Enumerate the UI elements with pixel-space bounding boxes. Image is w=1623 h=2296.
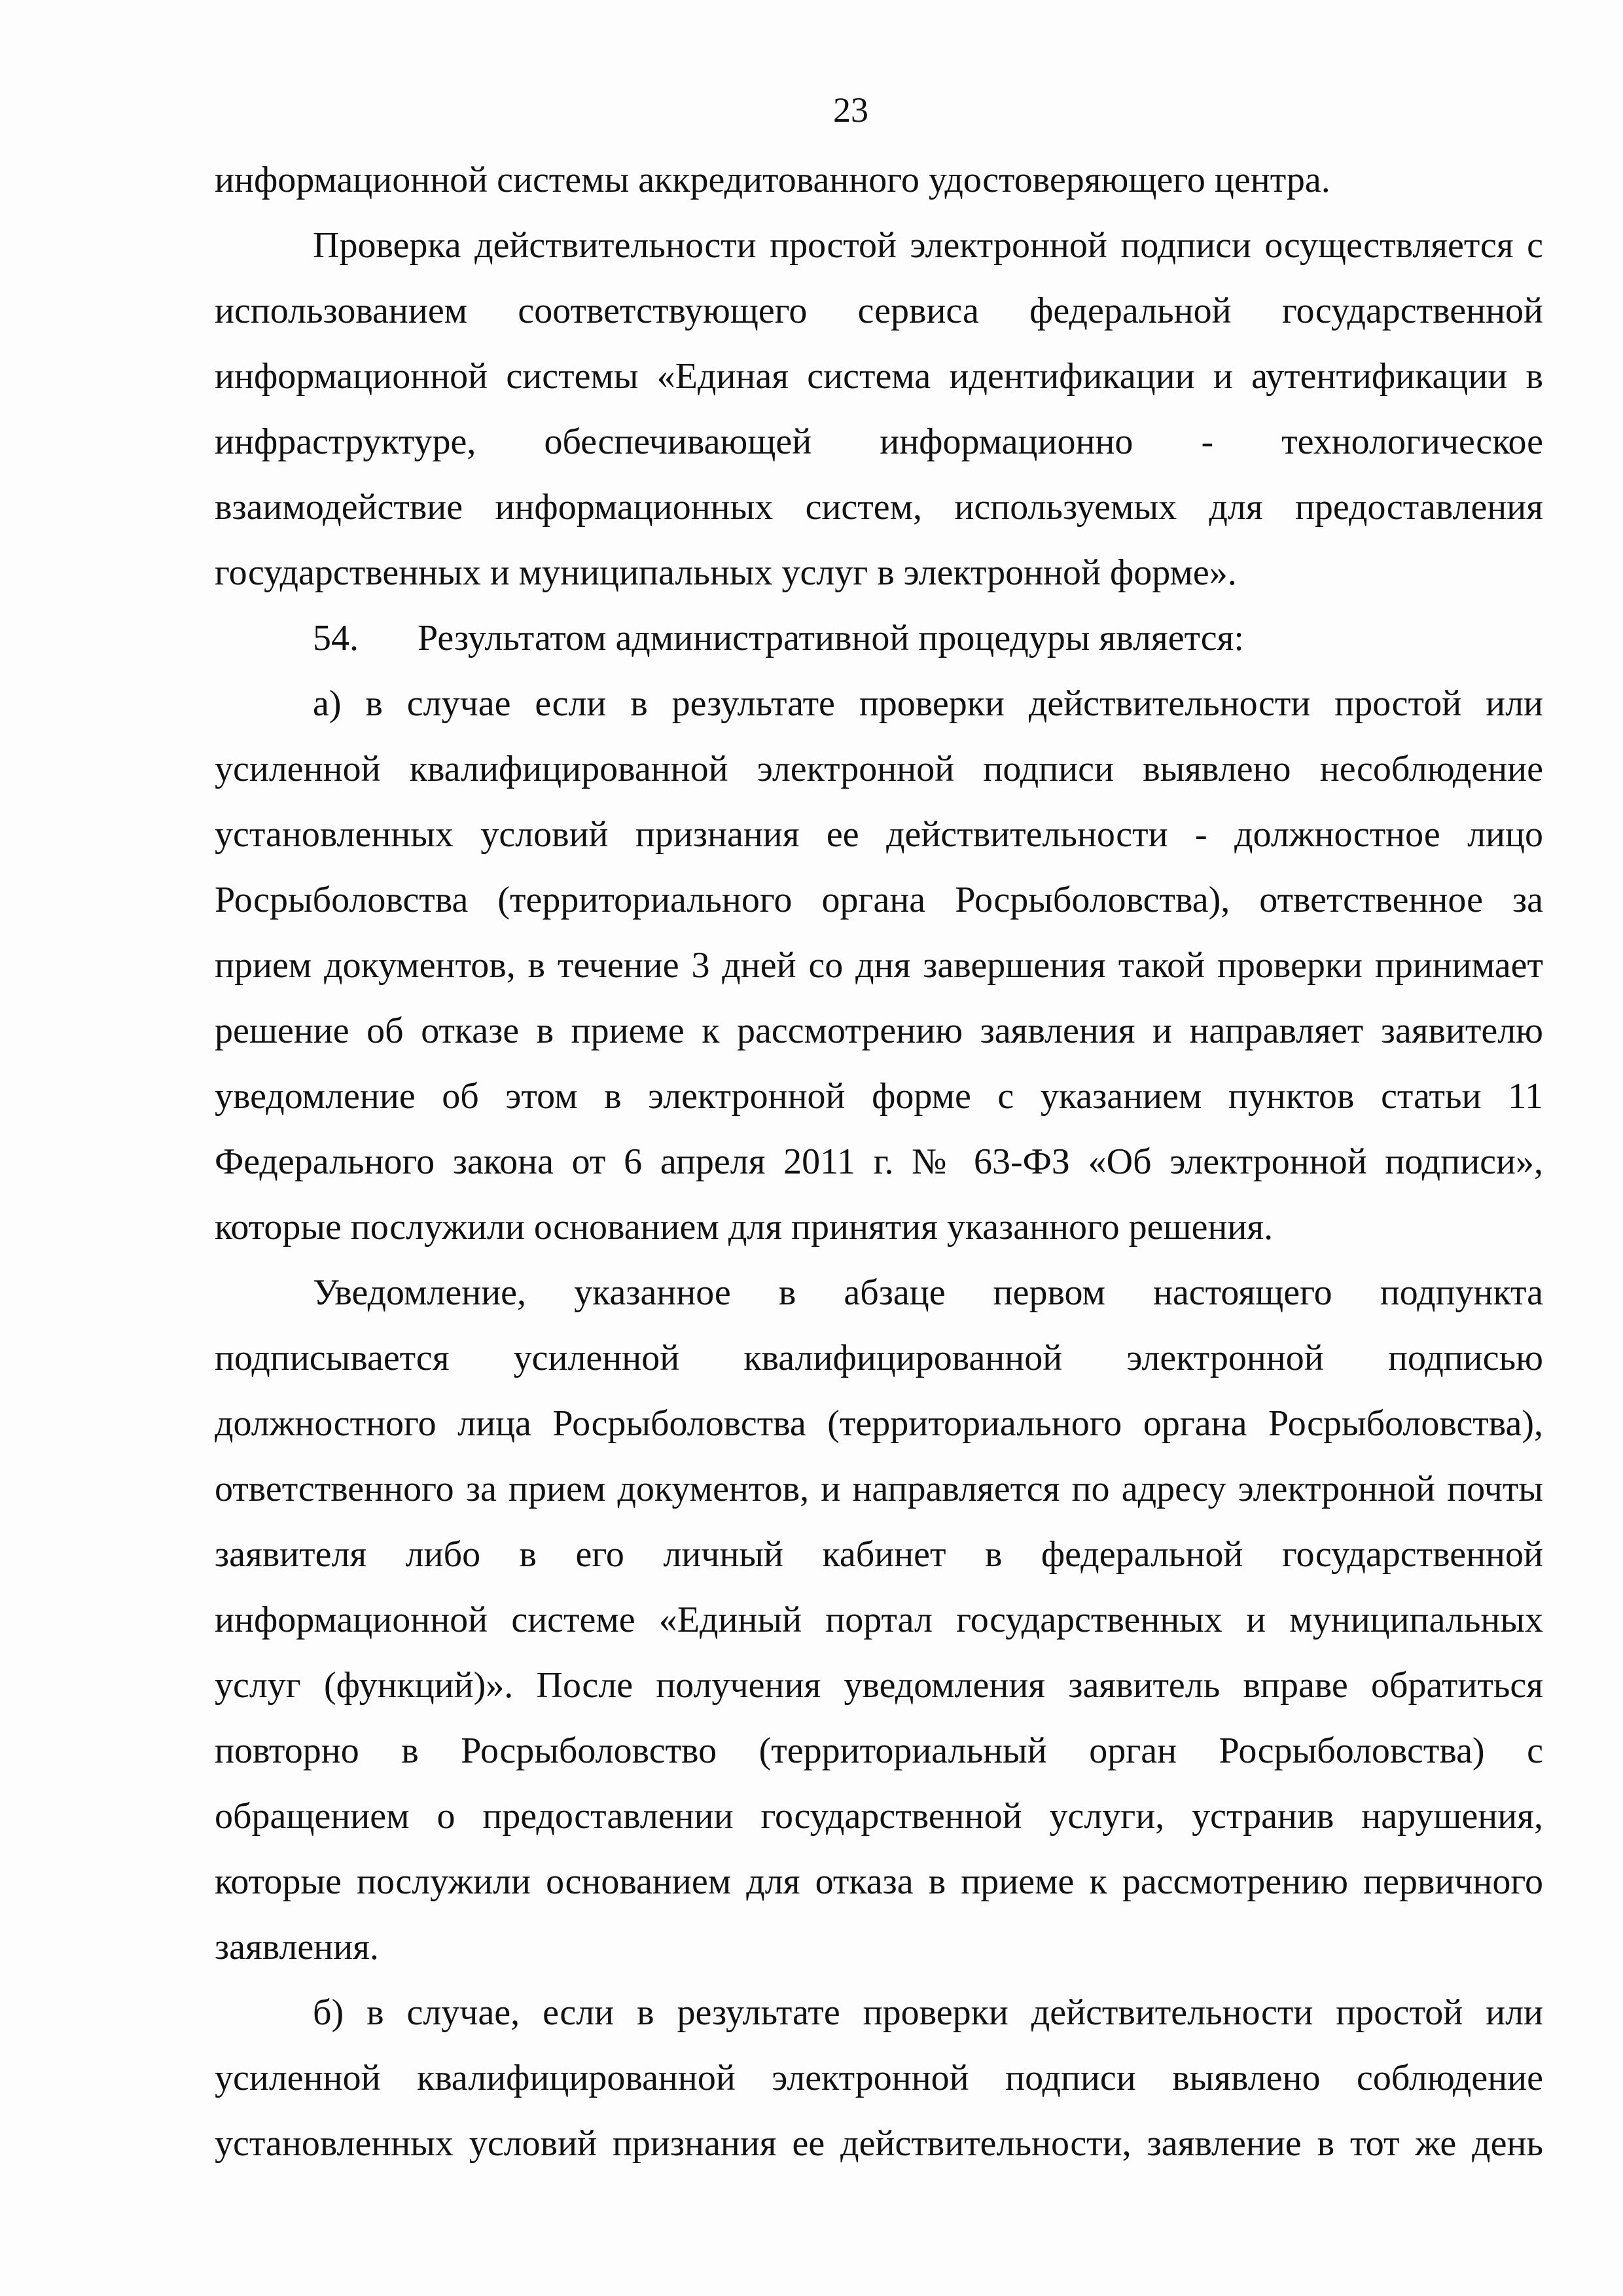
item-number: 54.	[313, 618, 359, 658]
paragraph-continuation: информационной системы аккредитованного удостоверяющего центра.	[215, 160, 1330, 200]
paragraph-notification: Уведомление, указанное в абзаце первом настоящего подпункта подписывается усиленной квалифицированной электронной подписью должностного лица Росрыболовства (территориального органа Росрыболовства), ответственного за прием документов, и направляется по адресу электронной почты заявителя либо в его личный кабинет в федеральной государственной информационной системе «Единый портал государственных и муниципальных услуг (функций)». После получения уведомления заявитель вправе обратиться повторно в Росрыболовство (территориальный орган Росрыболовства) с обращением о предоставлении государственной услуги, устранив нарушения, которые послужили основанием для отказа в приеме к рассмотрению первичного заявления.	[215, 1272, 1543, 1967]
paragraph-subitem-a: а) в случае если в результате проверки действительности простой или усиленной квалифицированной электронной подписи выявлено несоблюдение установленных условий признания ее действительности - должностное лицо Росрыболовства (территориального органа Росрыболовства), ответственное за прием документов, в течение 3 дней со дня завершения такой проверки принимает решение об отказе в приеме к рассмотрению заявления и направляет заявителю уведомление об этом в электронной форме с указанием пунктов статьи 11 Федерального закона от 6 апреля 2011 г. № 63-ФЗ «Об электронной подписи», которые послужили основанием для принятия указанного решения.	[215, 683, 1543, 1247]
page-number: 23	[833, 90, 868, 130]
document-body	[215, 147, 1543, 2176]
paragraph-subitem-b: б) в случае, если в результате проверки действительности простой или усиленной квалифицированной электронной подписи выявлено соблюдение установленных условий признания ее действительности, заявление в тот же день	[215, 1992, 1543, 2164]
paragraph-signature-check: Проверка действительности простой электронной подписи осуществляется с использованием соответствующего сервиса федеральной государственной информационной системы «Единая система идентификации и аутентификации в инфраструктуре, обеспечивающей информационно - технологическое взаимодействие информационных систем, используемых для предоставления государственных и муниципальных услуг в электронной форме».	[215, 225, 1543, 593]
paragraph-item-54	[215, 605, 1543, 671]
item-54-text: Результатом административной процедуры является:	[418, 618, 1244, 658]
